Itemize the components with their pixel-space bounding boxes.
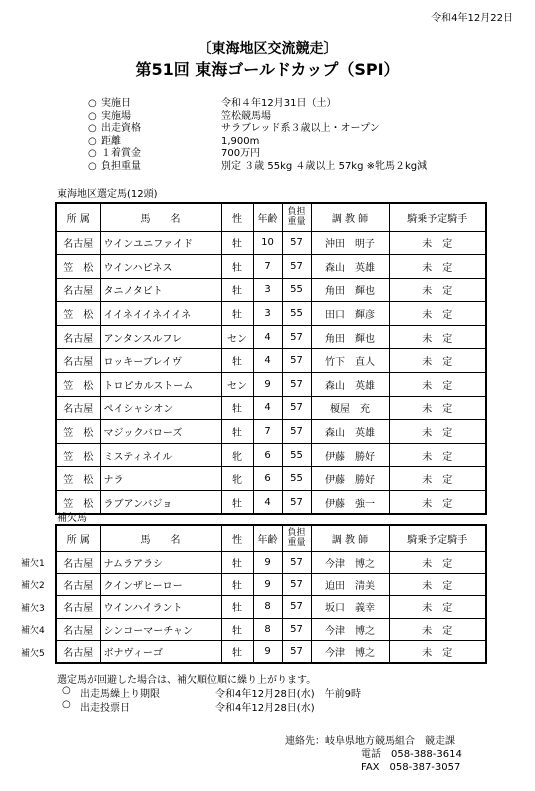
cell-affiliation: 笠 松 — [56, 420, 100, 444]
cell-age: 3 — [253, 302, 282, 326]
cell-sex: 牡 — [221, 491, 253, 515]
cell-sex: 牝 — [221, 467, 253, 491]
header-age: 年齢 — [253, 525, 282, 551]
table-row — [56, 396, 486, 420]
cell-jockey: 未 定 — [389, 573, 486, 595]
cell-age: 9 — [253, 573, 282, 595]
cell-weight: 55 — [282, 278, 311, 302]
cell-trainer: 角田 輝也 — [311, 325, 389, 349]
cell-jockey: 未 定 — [389, 443, 486, 467]
header-sex: 性 — [221, 203, 253, 231]
table-row — [56, 325, 486, 349]
table-row — [56, 255, 486, 279]
contact-phone: 電話 058-388-3614 — [361, 749, 462, 760]
cell-horse-name: タニノタビト — [100, 278, 221, 302]
cell-horse-name: ウインハイラント — [100, 596, 221, 618]
header-sex: 性 — [221, 525, 253, 551]
header-horse-name: 馬 名 — [100, 525, 221, 551]
cell-horse-name: ロッキーブレイヴ — [100, 349, 221, 373]
cell-horse-name: ボナヴィーゴ — [100, 641, 221, 663]
table-row — [56, 467, 486, 491]
cell-sex: 牡 — [221, 396, 253, 420]
info-row — [88, 122, 380, 135]
cell-sex: 牡 — [221, 231, 253, 255]
cell-trainer: 榎屋 充 — [311, 396, 389, 420]
cell-sex: 牡 — [221, 349, 253, 373]
reserve-horses-table — [55, 524, 487, 664]
header-trainer: 調 教 師 — [311, 203, 389, 231]
cell-jockey: 未 定 — [389, 491, 486, 515]
cell-affiliation: 名古屋 — [56, 596, 100, 618]
cell-affiliation: 名古屋 — [56, 551, 100, 573]
header-horse-name: 馬 名 — [100, 203, 221, 231]
bullet-icon: ○ — [88, 110, 97, 122]
cell-jockey: 未 定 — [389, 618, 486, 640]
reserve-rank-label: 補欠2 — [21, 581, 45, 592]
header-jockey: 騎乗予定騎手 — [389, 203, 486, 231]
cell-trainer: 角田 輝也 — [311, 278, 389, 302]
info-row — [88, 147, 260, 160]
cell-trainer: 迫田 清美 — [311, 573, 389, 595]
table-row — [56, 443, 486, 467]
table-row — [56, 641, 486, 663]
cell-horse-name: ナラ — [100, 467, 221, 491]
cell-trainer: 伊藤 勝好 — [311, 467, 389, 491]
cell-trainer: 坂口 義幸 — [311, 596, 389, 618]
cell-age: 7 — [253, 255, 282, 279]
cell-sex: 牡 — [221, 255, 253, 279]
cell-trainer: 森山 英雄 — [311, 420, 389, 444]
cell-horse-name: ウインユニファイド — [100, 231, 221, 255]
cell-weight: 57 — [282, 573, 311, 595]
bullet-icon: ○ — [88, 123, 97, 134]
reserve-rank-label: 補欠5 — [21, 648, 45, 659]
table-row — [56, 349, 486, 373]
cell-affiliation: 名古屋 — [56, 573, 100, 595]
cell-weight: 57 — [282, 349, 311, 373]
cell-horse-name: トロピカルストーム — [100, 373, 221, 397]
table-row — [56, 491, 486, 515]
cell-affiliation: 笠 松 — [56, 302, 100, 326]
cell-age: 7 — [253, 420, 282, 444]
cell-weight: 57 — [282, 396, 311, 420]
cell-jockey: 未 定 — [389, 396, 486, 420]
cell-jockey: 未 定 — [389, 373, 486, 397]
cell-affiliation: 笠 松 — [56, 491, 100, 515]
reserve-rank-label: 補欠3 — [21, 603, 45, 614]
table-row — [56, 231, 486, 255]
cell-jockey: 未 定 — [389, 641, 486, 663]
cell-affiliation: 笠 松 — [56, 255, 100, 279]
cell-trainer: 沖田 明子 — [311, 231, 389, 255]
reserve-rank-label: 補欠4 — [21, 626, 45, 637]
cell-jockey: 未 定 — [389, 420, 486, 444]
cell-age: 6 — [253, 443, 282, 467]
info-key: 実施場 — [101, 110, 131, 122]
reserve-rank-label: 補欠1 — [21, 559, 45, 569]
cell-sex: セン — [221, 373, 253, 397]
info-value: 令和４年12月31日（土） — [221, 98, 337, 109]
info-row — [88, 135, 259, 148]
cell-affiliation: 笠 松 — [56, 443, 100, 467]
info-key: 負担重量 — [101, 160, 141, 172]
cell-trainer: 伊藤 強一 — [311, 491, 389, 515]
table-header-row — [56, 525, 486, 551]
cell-jockey: 未 定 — [389, 255, 486, 279]
bullet-icon: ○ — [62, 699, 71, 710]
table-row — [56, 278, 486, 302]
bullet-icon: ○ — [88, 135, 97, 147]
cell-horse-name: イイネイイネイイネ — [100, 302, 221, 326]
cell-age: 4 — [253, 396, 282, 420]
note-value: 令和4年12月28日(水) — [215, 703, 315, 714]
info-value: 700万円 — [221, 148, 261, 159]
cell-age: 9 — [253, 551, 282, 573]
cell-weight: 55 — [282, 467, 311, 491]
cell-age: 4 — [253, 491, 282, 515]
info-key: 出走資格 — [101, 123, 141, 134]
cell-horse-name: シンコーマーチャン — [100, 618, 221, 640]
cell-trainer: 森山 英雄 — [311, 255, 389, 279]
cell-jockey: 未 定 — [389, 231, 486, 255]
cell-jockey: 未 定 — [389, 596, 486, 618]
note-value: 令和4年12月28日(水) 午前9時 — [215, 689, 361, 700]
cell-weight: 57 — [282, 325, 311, 349]
cell-affiliation: 名古屋 — [56, 278, 100, 302]
cell-age: 4 — [253, 325, 282, 349]
cell-weight: 57 — [282, 596, 311, 618]
cell-weight: 57 — [282, 641, 311, 663]
cell-trainer: 竹下 直人 — [311, 349, 389, 373]
cell-sex: 牡 — [221, 420, 253, 444]
cell-sex: セン — [221, 325, 253, 349]
cell-affiliation: 笠 松 — [56, 373, 100, 397]
cell-sex: 牡 — [221, 618, 253, 640]
header-affiliation: 所 属 — [56, 525, 100, 551]
bullet-icon: ○ — [88, 98, 97, 109]
info-row — [88, 110, 271, 123]
header-weight: 負担重量 — [282, 525, 311, 551]
table-row — [56, 302, 486, 326]
table-header-row — [56, 203, 486, 231]
cell-affiliation: 名古屋 — [56, 396, 100, 420]
cell-weight: 57 — [282, 255, 311, 279]
cell-weight: 57 — [282, 618, 311, 640]
info-value: 別定 ３歳 55kg ４歳以上 57kg ※牝馬２kg減 — [221, 160, 428, 172]
cell-horse-name: ウインハピネス — [100, 255, 221, 279]
cell-sex: 牡 — [221, 278, 253, 302]
cell-sex: 牡 — [221, 596, 253, 618]
cell-age: 9 — [253, 373, 282, 397]
cell-jockey: 未 定 — [389, 467, 486, 491]
cell-horse-name: マジックバローズ — [100, 420, 221, 444]
selected-horses-caption: 東海地区選定馬(12頭) — [57, 189, 158, 200]
table-row — [56, 551, 486, 573]
cell-trainer: 今津 博之 — [311, 618, 389, 640]
header-weight: 負担重量 — [282, 203, 311, 231]
table-row — [56, 420, 486, 444]
cell-sex: 牡 — [221, 302, 253, 326]
cell-horse-name: ミスティネイル — [100, 443, 221, 467]
cell-horse-name: ペイシャシオン — [100, 396, 221, 420]
info-value: 1,900m — [221, 135, 260, 147]
cell-trainer: 田口 輝彦 — [311, 302, 389, 326]
cell-weight: 55 — [282, 443, 311, 467]
cell-age: 4 — [253, 349, 282, 373]
table-row — [56, 596, 486, 618]
info-value: 笠松競馬場 — [221, 110, 271, 122]
cell-trainer: 今津 博之 — [311, 551, 389, 573]
selected-horses-table — [55, 202, 487, 515]
cell-affiliation: 名古屋 — [56, 618, 100, 640]
cell-affiliation: 名古屋 — [56, 641, 100, 663]
bullet-icon: ○ — [88, 160, 97, 172]
cell-jockey: 未 定 — [389, 551, 486, 573]
note-key: 出走馬繰上り期限 — [80, 689, 160, 700]
cell-horse-name: アンタンスルフレ — [100, 325, 221, 349]
contact-fax: FAX 058-387-3057 — [361, 762, 461, 773]
cell-age: 6 — [253, 467, 282, 491]
cell-age: 10 — [253, 231, 282, 255]
cell-weight: 57 — [282, 231, 311, 255]
cell-affiliation: 笠 松 — [56, 467, 100, 491]
cell-sex: 牝 — [221, 443, 253, 467]
header-jockey: 騎乗予定騎手 — [389, 525, 486, 551]
bullet-icon: ○ — [88, 148, 97, 159]
cell-affiliation: 名古屋 — [56, 231, 100, 255]
cell-jockey: 未 定 — [389, 278, 486, 302]
cell-sex: 牡 — [221, 641, 253, 663]
document-date: 令和4年12月22日 — [431, 13, 513, 24]
bullet-icon: ○ — [62, 685, 71, 696]
cell-age: 8 — [253, 596, 282, 618]
table-row — [56, 373, 486, 397]
cell-weight: 57 — [282, 551, 311, 573]
info-key: 距離 — [101, 135, 121, 147]
reserve-note: 選定馬が回避した場合は、補欠順位順に繰り上がります。 — [57, 675, 317, 686]
cell-affiliation: 名古屋 — [56, 349, 100, 373]
info-key: 実施日 — [101, 98, 131, 109]
info-row — [88, 97, 336, 110]
cell-trainer: 今津 博之 — [311, 641, 389, 663]
cell-weight: 55 — [282, 302, 311, 326]
cell-trainer: 森山 英雄 — [311, 373, 389, 397]
info-key: １着賞金 — [101, 148, 141, 159]
cell-jockey: 未 定 — [389, 302, 486, 326]
cell-age: 3 — [253, 278, 282, 302]
race-title: 第51回 東海ゴールドカップ（SPⅠ） — [135, 60, 400, 79]
cell-age: 8 — [253, 618, 282, 640]
cell-horse-name: クインザヒーロー — [100, 573, 221, 595]
cell-jockey: 未 定 — [389, 325, 486, 349]
cell-horse-name: ラブアンバジョ — [100, 491, 221, 515]
cell-weight: 57 — [282, 373, 311, 397]
cell-weight: 57 — [282, 491, 311, 515]
table-row — [56, 573, 486, 595]
race-category-title: 〔東海地区交流競走〕 — [197, 41, 338, 57]
info-row — [88, 160, 427, 173]
cell-sex: 牡 — [221, 551, 253, 573]
cell-weight: 57 — [282, 420, 311, 444]
cell-age: 9 — [253, 641, 282, 663]
header-age: 年齢 — [253, 203, 282, 231]
cell-affiliation: 名古屋 — [56, 325, 100, 349]
cell-sex: 牡 — [221, 573, 253, 595]
contact-label: 連絡先：岐阜県地方競馬組合 競走課 — [285, 736, 455, 747]
header-affiliation: 所 属 — [56, 203, 100, 231]
reserve-horses-caption: 補欠馬 — [57, 513, 87, 524]
cell-trainer: 伊藤 勝好 — [311, 443, 389, 467]
cell-jockey: 未 定 — [389, 349, 486, 373]
info-value: サラブレッド系３歳以上・オープン — [221, 123, 380, 134]
cell-horse-name: ナムラアラシ — [100, 551, 221, 573]
table-row — [56, 618, 486, 640]
header-trainer: 調 教 師 — [311, 525, 389, 551]
note-key: 出走投票日 — [80, 703, 130, 714]
